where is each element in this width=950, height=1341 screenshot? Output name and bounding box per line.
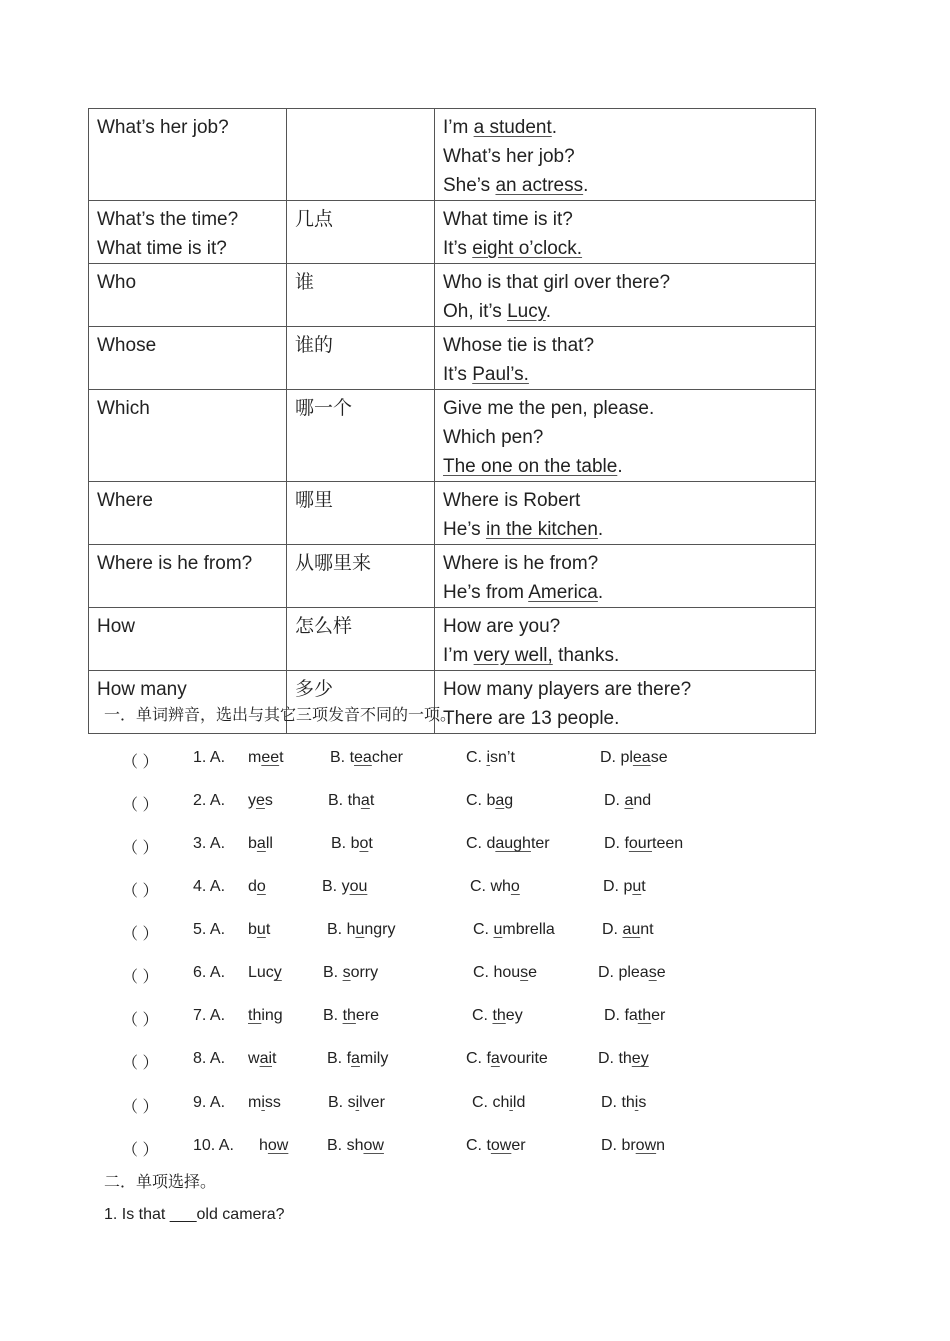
example-sentence	[443, 171, 807, 200]
example-sentence	[443, 612, 807, 641]
sentence-text: thanks.	[552, 645, 620, 666]
option-b	[323, 964, 378, 982]
option-text: lver	[359, 1094, 385, 1111]
sentence-text: .	[617, 456, 623, 477]
question-word-cell	[89, 608, 287, 671]
sentence-text: It’s	[443, 364, 473, 385]
question-number: 5. A.	[193, 921, 226, 938]
example-sentence	[443, 297, 807, 326]
option-d	[602, 921, 654, 939]
sentence-text: .	[583, 175, 589, 196]
underlined-letters: s	[520, 964, 529, 981]
option-text: ss	[264, 1094, 281, 1111]
option-a	[248, 792, 273, 810]
underlined-letters: ou	[349, 878, 368, 895]
underlined-letters: a	[624, 792, 634, 809]
option-text: mily	[359, 1050, 389, 1067]
question-number: 7. A.	[193, 1007, 226, 1024]
underlined-letters: ey	[631, 1050, 649, 1067]
meaning-cell	[287, 264, 435, 327]
option-text: D.	[604, 792, 625, 809]
option-c	[466, 1137, 526, 1155]
option-text: sn’t	[490, 749, 515, 766]
example-sentence	[443, 704, 807, 733]
example-sentence	[443, 331, 807, 360]
option-c	[466, 749, 515, 767]
option-text: D. th	[598, 1050, 632, 1067]
underlined-letters: th	[492, 1007, 506, 1024]
option-text: C. b	[466, 792, 496, 809]
example-sentence	[443, 268, 807, 297]
option-b	[331, 835, 373, 853]
option-text: nt	[640, 921, 654, 938]
example-sentence	[443, 515, 807, 544]
option-text: C. wh	[470, 878, 511, 895]
option-d	[604, 835, 683, 853]
underlined-letters: i	[634, 1094, 639, 1111]
option-text: B. f	[327, 1050, 352, 1067]
question-number: 8. A.	[193, 1050, 226, 1067]
option-text: vourite	[499, 1050, 548, 1067]
option-b	[328, 1094, 385, 1112]
underlined-letters: th	[248, 1007, 262, 1024]
option-d	[601, 1094, 646, 1112]
option-text: D. p	[603, 878, 633, 895]
option-text: cher	[371, 749, 403, 766]
section-1-title: 一．单词辨音，选出与其它三项发音不同的一项。	[104, 705, 457, 724]
meaning-cell	[287, 390, 435, 482]
option-text: t	[368, 835, 373, 852]
question-word: How	[97, 616, 136, 637]
question-word-cell	[89, 545, 287, 608]
example-sentence	[443, 641, 807, 670]
answer-blank[interactable]: （ ）	[122, 754, 159, 771]
question-word: Where is he from?	[97, 553, 253, 574]
list-item	[0, 921, 950, 945]
sentence-text: Give me the pen, please.	[443, 398, 655, 419]
option-a	[248, 1007, 283, 1025]
option-text: er	[651, 1007, 666, 1024]
answer-blank[interactable]: （ ）	[122, 1055, 159, 1072]
example-cell	[435, 264, 816, 327]
option-text: s	[638, 1094, 647, 1111]
option-text: ey	[505, 1007, 523, 1024]
option-text: teen	[652, 835, 684, 852]
underlined-letters: u	[256, 921, 266, 938]
list-item	[0, 835, 950, 859]
option-text: C. hou	[473, 964, 521, 981]
option-text: e	[528, 964, 538, 981]
option-b	[328, 792, 374, 810]
multiple-choice-question-1: 1. Is that ___old camera?	[104, 1206, 285, 1223]
underlined-answer: Paul’s.	[472, 364, 529, 385]
question-number: 3. A.	[193, 835, 226, 852]
option-text: C. f	[466, 1050, 491, 1067]
question-word-cell	[89, 264, 287, 327]
option-text: C. ch	[472, 1094, 510, 1111]
option-text: ll	[265, 835, 273, 852]
example-sentence	[443, 578, 807, 607]
option-text: b	[248, 921, 257, 938]
table-row	[89, 264, 816, 327]
underlined-letters: a	[495, 792, 505, 809]
underlined-answer: very well,	[473, 645, 553, 666]
underlined-letters: o	[510, 878, 520, 895]
meaning-cell	[287, 327, 435, 390]
example-sentence	[443, 452, 807, 481]
underlined-letters: ea	[632, 749, 651, 766]
question-word-cell	[89, 327, 287, 390]
underlined-letters: u	[493, 921, 503, 938]
option-text: ing	[261, 1007, 283, 1024]
option-text: C. t	[466, 1137, 491, 1154]
option-b	[330, 749, 403, 767]
option-text: B. t	[330, 749, 355, 766]
question-number: 6. A.	[193, 964, 226, 981]
option-a	[248, 835, 273, 853]
option-text: D. f	[604, 835, 629, 852]
underlined-letters: s	[648, 964, 657, 981]
option-c	[466, 1050, 548, 1068]
option-b	[323, 1007, 379, 1025]
section-2-title: 二．单项选择。	[104, 1172, 217, 1191]
sentence-text: There are 13 people.	[443, 708, 620, 729]
option-a	[248, 749, 284, 767]
example-sentence	[443, 675, 807, 704]
option-text: D. plea	[598, 964, 649, 981]
example-sentence	[443, 549, 807, 578]
option-c	[466, 792, 513, 810]
underlined-answer: in the kitchen	[485, 519, 598, 540]
underlined-letters: au	[622, 921, 641, 938]
underlined-letters: ow	[267, 1137, 289, 1154]
sentence-text: Who is that girl over there?	[443, 272, 671, 293]
list-item	[0, 878, 950, 902]
list-item	[0, 1094, 950, 1118]
option-text: m	[248, 749, 262, 766]
option-b	[327, 1050, 388, 1068]
underlined-letters: i	[486, 749, 491, 766]
table-row	[89, 327, 816, 390]
sentence-text: I’m	[443, 645, 474, 666]
sentence-text: She’s	[443, 175, 496, 196]
question-number: 10. A.	[193, 1137, 234, 1154]
option-text: ld	[512, 1094, 526, 1111]
option-text: n	[656, 1137, 666, 1154]
chinese-meaning: 多少	[295, 678, 334, 700]
option-a	[259, 1137, 288, 1155]
option-d	[600, 749, 668, 767]
option-a	[248, 921, 270, 939]
example-cell	[435, 671, 816, 734]
underlined-letters: ow	[490, 1137, 512, 1154]
underlined-answer: The one on the table	[443, 456, 618, 477]
option-text: D. fa	[604, 1007, 638, 1024]
option-d	[598, 964, 666, 982]
question-word: How many	[97, 679, 187, 700]
sentence-text: I’m	[443, 117, 474, 138]
meaning-cell	[287, 608, 435, 671]
option-c	[472, 1094, 525, 1112]
question-word: What time is it?	[97, 238, 227, 259]
question-number: 4. A.	[193, 878, 226, 895]
underlined-letters: our	[628, 835, 653, 852]
question-word: Whose	[97, 335, 157, 356]
underlined-letters: ea	[354, 749, 372, 766]
question-number: 2. A.	[193, 792, 226, 809]
table-row	[89, 390, 816, 482]
list-item	[0, 1007, 950, 1031]
underlined-answer: an actress	[495, 175, 584, 196]
underlined-letters: a	[360, 792, 370, 809]
chinese-meaning: 几点	[295, 208, 334, 230]
example-cell	[435, 608, 816, 671]
option-text: mbrella	[502, 921, 555, 938]
example-cell	[435, 109, 816, 201]
question-word: Who	[97, 272, 137, 293]
underlined-letters: o	[359, 835, 369, 852]
question-word: Which	[97, 398, 150, 419]
underlined-letters: i	[509, 1094, 513, 1111]
example-sentence	[443, 394, 807, 423]
option-text: t	[279, 749, 284, 766]
option-c	[472, 1007, 523, 1025]
list-item	[0, 792, 950, 816]
option-text: D. th	[601, 1094, 635, 1111]
underlined-letters: ow	[363, 1137, 384, 1154]
question-word-cell	[89, 482, 287, 545]
option-c	[466, 835, 550, 853]
option-d	[601, 1137, 665, 1155]
sentence-text: .	[545, 301, 552, 322]
chinese-meaning: 哪一个	[295, 397, 353, 419]
option-a	[248, 878, 266, 896]
option-a	[248, 964, 282, 982]
chinese-meaning: 哪里	[295, 489, 334, 511]
option-text: m	[248, 1094, 262, 1111]
sentence-text: What time is it?	[443, 209, 573, 230]
question-word: What’s the time?	[97, 209, 239, 230]
table-row	[89, 545, 816, 608]
table-row	[89, 109, 816, 201]
option-text: B. s	[328, 1094, 356, 1111]
list-item	[0, 749, 950, 773]
option-text: nd	[633, 792, 652, 809]
option-text: C.	[473, 921, 494, 938]
example-sentence	[443, 360, 807, 389]
sentence-text: .	[597, 582, 604, 603]
option-text: D. br	[601, 1137, 636, 1154]
answer-blank[interactable]: （ ）	[122, 883, 159, 900]
underlined-letters: o	[256, 878, 266, 895]
sentence-text: What’s her job?	[443, 146, 575, 167]
underlined-letters: i	[355, 1094, 360, 1111]
option-text: Luc	[248, 964, 274, 981]
question-word: What’s her job?	[97, 117, 229, 138]
table-row	[89, 482, 816, 545]
example-sentence	[443, 234, 807, 263]
option-text: B.	[323, 964, 343, 981]
option-text: w	[248, 1050, 260, 1067]
underlined-letters: y	[273, 964, 282, 981]
option-text: t	[369, 792, 375, 809]
option-c	[473, 964, 537, 982]
underlined-letters: a	[351, 1050, 360, 1067]
list-item	[0, 1137, 950, 1161]
option-text: er	[511, 1137, 526, 1154]
example-sentence	[443, 142, 807, 171]
option-text: se	[650, 749, 668, 766]
chinese-meaning: 谁的	[295, 334, 334, 356]
option-text: C. d	[466, 835, 496, 852]
sentence-text: Which pen?	[443, 427, 544, 448]
underlined-letters: e	[256, 792, 265, 809]
option-text: ter	[530, 835, 550, 852]
sentence-text: How many players are there?	[443, 679, 692, 700]
option-text: orry	[350, 964, 379, 981]
question-word-cell	[89, 201, 287, 264]
sentence-text: Where is he from?	[443, 553, 599, 574]
example-sentence	[443, 113, 807, 142]
list-item	[0, 964, 950, 988]
answer-blank[interactable]: （ ）	[122, 1012, 159, 1029]
question-word-cell	[89, 109, 287, 201]
option-text: e	[656, 964, 666, 981]
underlined-letters: u	[355, 921, 365, 938]
underlined-letters: augh	[495, 835, 531, 852]
sentence-text: .	[597, 519, 604, 540]
option-c	[470, 878, 520, 896]
option-text: t	[272, 1050, 277, 1067]
option-a	[248, 1094, 281, 1112]
underlined-letters: ow	[635, 1137, 657, 1154]
sentence-text: Where is Robert	[443, 490, 581, 511]
question-word-cell	[89, 390, 287, 482]
sentence-text: .	[551, 117, 558, 138]
chinese-meaning: 从哪里来	[295, 552, 372, 574]
underlined-letters: th	[342, 1007, 356, 1024]
underlined-answer: eight o’clock.	[472, 238, 583, 259]
underlined-letters: ai	[259, 1050, 273, 1067]
sentence-text: How are you?	[443, 616, 561, 637]
example-sentence	[443, 423, 807, 452]
underlined-letters: ee	[261, 749, 280, 766]
underlined-answer: America	[528, 582, 598, 603]
option-b	[327, 921, 396, 939]
option-text: D. pl	[600, 749, 633, 766]
question-number: 1. A.	[193, 749, 226, 766]
underlined-letters: a	[256, 835, 266, 852]
chinese-meaning: 谁	[295, 271, 315, 293]
meaning-cell	[287, 482, 435, 545]
example-cell	[435, 390, 816, 482]
underlined-letters: u	[632, 878, 642, 895]
option-text: ngry	[364, 921, 396, 938]
option-a	[248, 1050, 276, 1068]
option-text: h	[259, 1137, 268, 1154]
option-b	[327, 1137, 384, 1155]
underlined-answer: Lucy	[507, 301, 546, 322]
list-item	[0, 1050, 950, 1074]
example-cell	[435, 482, 816, 545]
meaning-cell	[287, 109, 435, 201]
underlined-answer: a student	[473, 117, 552, 138]
sentence-text: It’s	[443, 238, 473, 259]
answer-blank[interactable]: （ ）	[122, 1099, 159, 1116]
underlined-letters: i	[261, 1094, 265, 1111]
option-text: B. y	[322, 878, 350, 895]
question-word-table	[88, 108, 816, 734]
option-text: C.	[472, 1007, 493, 1024]
underlined-letters: a	[490, 1050, 500, 1067]
option-text: ere	[355, 1007, 380, 1024]
option-text: g	[504, 792, 514, 809]
example-sentence	[443, 205, 807, 234]
option-text: b	[248, 835, 257, 852]
answer-blank[interactable]: （ ）	[122, 840, 159, 857]
meaning-cell	[287, 201, 435, 264]
underlined-letters: th	[637, 1007, 652, 1024]
sentence-text: He’s from	[443, 582, 529, 603]
option-text: D.	[602, 921, 623, 938]
table-row	[89, 608, 816, 671]
option-d	[603, 878, 646, 896]
example-cell	[435, 545, 816, 608]
option-d	[604, 792, 651, 810]
question-word: Where	[97, 490, 153, 511]
option-text: s	[264, 792, 273, 809]
table-row	[89, 201, 816, 264]
sentence-text: Whose tie is that?	[443, 335, 595, 356]
option-text: B. sh	[327, 1137, 364, 1154]
option-text: y	[248, 792, 256, 809]
chinese-meaning: 怎么样	[295, 615, 353, 637]
answer-blank[interactable]: （ ）	[122, 969, 159, 986]
answer-blank[interactable]: （ ）	[122, 797, 159, 814]
option-d	[604, 1007, 665, 1025]
option-text: t	[265, 921, 271, 938]
example-cell	[435, 327, 816, 390]
option-text: B.	[323, 1007, 343, 1024]
option-d	[598, 1050, 649, 1068]
option-text: B. h	[327, 921, 356, 938]
option-text: B. th	[328, 792, 361, 809]
question-number: 9. A.	[193, 1094, 226, 1111]
option-b	[322, 878, 367, 896]
option-text: B. b	[331, 835, 360, 852]
sentence-text: Oh, it’s	[443, 301, 508, 322]
option-c	[473, 921, 555, 939]
answer-blank[interactable]: （ ）	[122, 926, 159, 943]
example-cell	[435, 201, 816, 264]
answer-blank[interactable]: （ ）	[122, 1142, 159, 1159]
meaning-cell	[287, 545, 435, 608]
sentence-text: He’s	[443, 519, 486, 540]
option-text: d	[248, 878, 257, 895]
example-sentence	[443, 486, 807, 515]
option-text: C.	[466, 749, 487, 766]
underlined-letters: s	[342, 964, 351, 981]
option-text: t	[641, 878, 646, 895]
